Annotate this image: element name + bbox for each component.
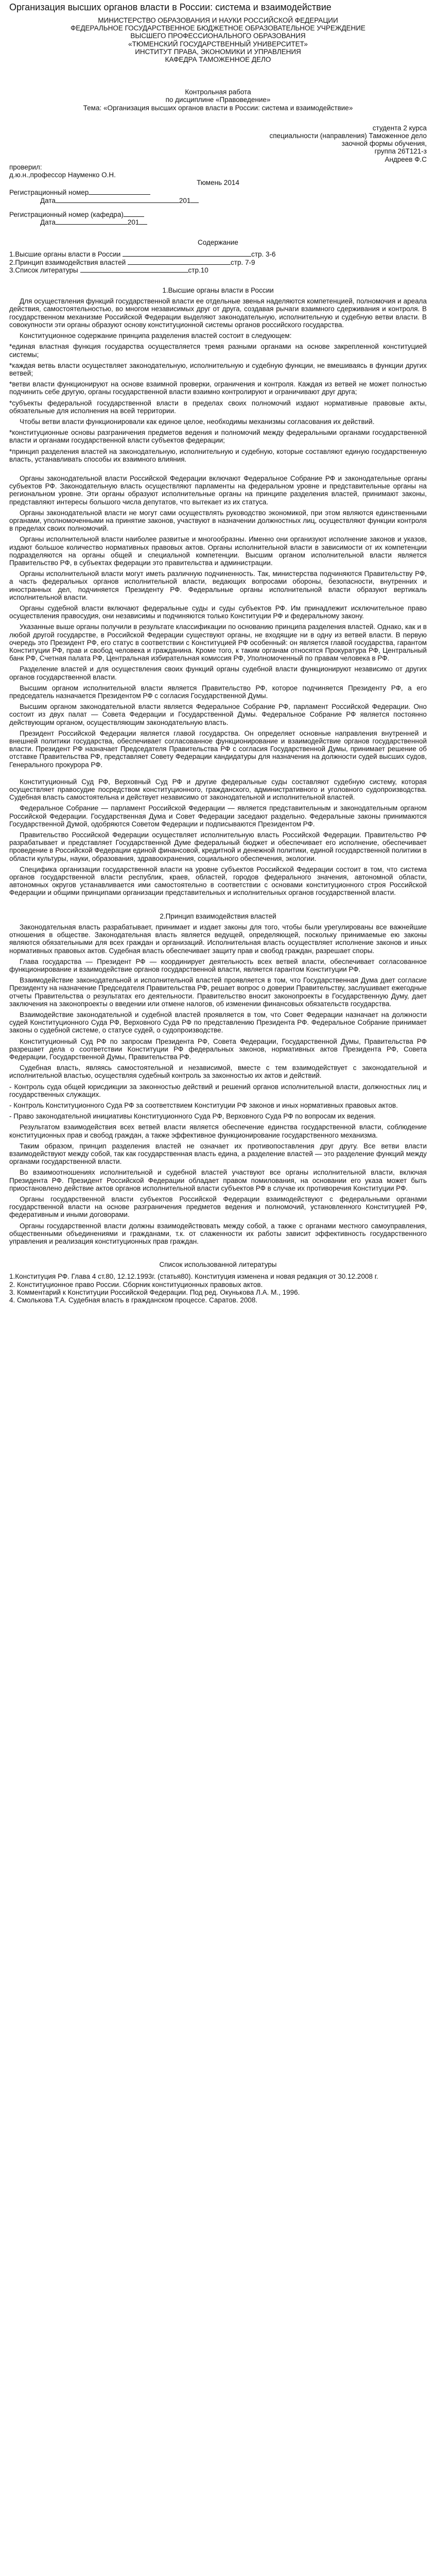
paragraph: Президент Российской Федерации является главой государства. Он определяет основные направления внутренней и внешней политики государства, обеспечивает согласованное функционирование и взаимодействие органов государственной власти. Президент РФ назначает Председателя Правительства РФ с согласия Государственной Думы, принимает решение об отставке Правительства РФ, представляет Совету Федерации кандидатуры для назначения на должности судей высших судов, Генерального прокурора РФ.: [9, 729, 427, 769]
toc-item[interactable]: [9, 259, 427, 266]
document-title: Организация высших органов власти в России: система и взаимодействие: [9, 2, 332, 12]
toc-item-text: 3.Список литературы: [9, 266, 78, 274]
registration-date-label: Дата: [40, 218, 56, 227]
paragraph: *единая властная функция государства осуществляется тремя разными органами на основе закрепленной конституцией системы;: [9, 343, 427, 359]
paragraph: Органы судебной власти включают федеральные суды и суды субъектов РФ. Им принадлежит исключительное право осуществления правосудия, они независимы и подчиняются только Конституции РФ и федеральному закону.: [9, 604, 427, 620]
section-heading: 2.Принцип взаимодействия властей: [160, 912, 276, 920]
checked-by: [9, 163, 427, 179]
paragraph: - Контроль Конституционного Суда РФ за соответствием Конституции РФ законов и иных нормативных правовых актов.: [9, 1101, 398, 1109]
education-level: ВЫСШЕГО ПРОФЕССИОНАЛЬНОГО ОБРАЗОВАНИЯ: [130, 32, 306, 40]
student-info: [9, 124, 427, 163]
paragraph: Конституционное содержание принципа разделения властей состоит в следующем:: [20, 332, 292, 340]
registration-label: Регистрационный номер: [9, 189, 89, 197]
literature-item: 4. Смолькова Т.А. Судебная власть в гражданском процессе. Саратов. 2008.: [9, 1296, 258, 1304]
registration-date-label: Дата: [40, 196, 56, 205]
student-name: Андреев Ф.С: [385, 155, 427, 163]
registration-blank: [89, 194, 150, 195]
paragraph: Чтобы ветви власти функционировали как единое целое, необходимы механизмы согласования их действий.: [20, 417, 375, 426]
toc-item-page: стр. 3-6: [251, 250, 276, 259]
paragraph: Результатом взаимодействия всех ветвей власти является обеспечение единства государственной власти, соблюдение конституционных прав и свобод граждан, а также эффективное функционирование государственного механизма.: [9, 1123, 427, 1139]
paragraph: Глава государства — Президент РФ — координирует деятельность всех ветвей власти, обеспечивает согласованное функционирование и взаимодействие органов государственной власти, является гарантом Конституции РФ.: [9, 957, 427, 973]
registration-year: 201: [127, 218, 139, 227]
registration-block-1: [9, 189, 427, 204]
paragraph: Высшим органом законодательной власти является Федеральное Собрание РФ, парламент Российской Федерации. Оно состоит из двух палат — Совета Федерации и Государственной Думы. Федеральное Собрание РФ является постоянно действующим органом, осуществляющим законодательную власть.: [9, 703, 427, 726]
body-part-1: [9, 474, 427, 769]
paragraph: Таким образом, принцип разделения властей не означает их противопоставления друг другу. Все ветви власти взаимодействуют между собой, так как государственная власть едина, а разделение властей — это разделение функций между органами государственной власти.: [9, 1142, 427, 1166]
registration-year-blank: [139, 224, 147, 225]
city-year: Тюмень 2014: [197, 179, 239, 187]
registration-block-2: [9, 211, 427, 226]
registration-date-blank: [56, 224, 128, 225]
paragraph: Конституционный Суд РФ по запросам Президента РФ, Совета Федерации, Государственной Думы, Правительства РФ разрешает дела о соответствии Конституции РФ федеральных законов, нормативных актов Президента РФ, Совета Федерации, Государственной Думы, Правительства РФ.: [9, 1037, 427, 1061]
student-specialty: специальности (направления) Таможенное дело: [269, 132, 427, 140]
paragraph: *ветви власти функционируют на основе взаимной проверки, ограничения и контроля. Каждая из ветвей не может полностью подчинить себе другую, органы государственной власти взаимно контролируют и ограничивают друг друга;: [9, 380, 427, 396]
registration-year-blank: [190, 202, 199, 203]
toc-item-page: стр. 7-9: [231, 258, 255, 266]
paragraph: Органы исполнительной власти наиболее развитые и многообразны. Именно они организуют исполнение законов и указов, издают большое количество нормативных правовых актов. Органы исполнительной власти в зависимости от их компетенции подразделяются на органы общей и специальной компетенции. Высшим органом исполнительной власти является Правительство РФ, в субъектах федерации это правительства и администрации.: [9, 535, 427, 567]
student-group: группа 26Т121-з: [374, 147, 427, 156]
paragraph: Указанные выше органы получили в результате классификации по основанию принципа разделения властей. Однако, как и в любой другой государстве, в Российской Федерации существуют органы, не входящие ни в одну из ветвей власти. В первую очередь это Президент РФ, его статус в соответствии с Конституцией РФ особенный: он является главой государства, гарантом Конституции РФ, прав и свобод человека и гражданина. Кроме того, к таким органам относятся Прокуратура РФ, Центральный банк РФ, Счетная палата РФ, Центральная избирательная комиссия РФ, Уполномоченный по правам человека в РФ.: [9, 623, 427, 663]
toc-item[interactable]: [9, 250, 427, 258]
paragraph: Взаимодействие законодательной и судебной властей проявляется в том, что Совет Федерации назначает на должности судей Конституционного Суда РФ, Верховного Суда РФ по представлению Президента РФ. Федеральное Собрание принимает законы о судебной системе, о статусе судей, о судопроизводстве.: [9, 1010, 427, 1035]
literature-item: 1.Конституция РФ. Глава 4 ст.80, 12.12.1993г. (статья80). Конституция изменена и новая редакция от 30.12.2008 г.: [9, 1273, 378, 1281]
ministry-name: МИНИСТЕРСТВО ОБРАЗОВАНИЯ И НАУКИ РОССИЙСКОЙ ФЕДЕРАЦИИ: [98, 16, 338, 24]
paragraph: Федеральное Собрание — парламент Российской Федерации — является представительным и законодательным органом Российской Федерации. Государственная Дума и Совет Федерации заседают раздельно. Федеральные законы принимаются Государственной Думой, одобряются Советом Федерации и подписываются Президентом РФ.: [9, 804, 427, 828]
paragraph: - Контроль суда общей юрисдикции за законностью действий и решений органов исполнительной власти, должностных лиц и государственных служащих.: [9, 1082, 427, 1098]
checked-label: проверил:: [9, 163, 42, 171]
toc-item-page: стр.10: [188, 266, 208, 274]
registration-label: Регистрационный номер (кафедра): [9, 210, 124, 218]
document-page: [5, 0, 431, 1304]
student-course: студента 2 курса: [372, 124, 427, 132]
literature-list: [9, 1261, 427, 1304]
paragraph: Конституционный Суд РФ, Верховный Суд РФ и другие федеральные суды составляют судебную систему, которая осуществляет правосудие посредством конституционного, гражданского, административного и уголовного судопроизводства. Судебная власть самостоятельна и действует независимо от законодательной и исполнительной властей.: [9, 777, 427, 802]
paragraph: Органы законодательной власти не могут сами осуществлять руководство экономикой, при этом являются единственными органами, уполномоченными на принятие законов, участвуют в назначении должностных лиц, осуществляют функции контроля в пределах своих полномочий.: [9, 509, 427, 533]
university-name: «ТЮМЕНСКИЙ ГОСУДАРСТВЕННЫЙ УНИВЕРСИТЕТ»: [128, 40, 308, 48]
paragraph: Органы государственной власти субъектов Российской Федерации взаимодействуют с федеральными органами государственной власти на основе разграничения предметов ведения и полномочий, установленного Конституцией РФ, федеративным и иными договорами.: [9, 1195, 427, 1219]
work-type: Контрольная работа: [185, 88, 251, 96]
paragraph: *субъекты федеральной государственной власти в пределах своих полномочий издают нормативные правовые акты, обязательные для исполнения на всей территории.: [9, 399, 427, 415]
body-part-2: [9, 778, 427, 897]
paragraph: Законодательная власть разрабатывает, принимает и издает законы для того, чтобы были урегулированы все важнейшие отношения в обществе. Законодательная власть является ведущей, определяющей, поскольку принимаемые ею законы являются обязательными для всех граждан и организаций. Исполнительная власть осуществляет исполнение законов и иных нормативных правовых актов. Судебная власть обеспечивает защиту прав и свобод граждан, разрешает споры.: [9, 923, 427, 955]
literature-heading: Список использованной литературы: [159, 1261, 277, 1269]
paragraph: Высшим органом исполнительной власти является Правительство РФ, которое подчиняется Президенту РФ, а его председатель назначается Президентом РФ с согласия Государственной Думы.: [9, 684, 427, 700]
literature-item: 2. Конституционное право России. Сборник конституционных правовых актов.: [9, 1280, 263, 1289]
work-topic: Тема: «Организация высших органов власти в России: система и взаимодействие»: [83, 104, 353, 112]
registration-year: 201: [179, 196, 191, 205]
table-of-contents: [9, 239, 427, 274]
paragraph: - Право законодательной инициативы Конституционного Суда РФ, Верховного Суда РФ по вопросам их ведения.: [9, 1112, 376, 1121]
paragraph: *принцип разделения властей на законодательную, исполнительную и судебную, которые составляют единую государственную власть, устанавливать способы их взаимного влияния.: [9, 447, 427, 463]
toc-item[interactable]: [9, 266, 427, 274]
work-info: [9, 88, 427, 112]
registration-blank: [124, 216, 144, 217]
paragraph: Во взаимоотношениях исполнительной и судебной властей участвуют все органы исполнительной власти, включая Президента РФ. Президент Российской Федерации обладает правом помилования, на основании его указа может быть приостановлено действие актов органов исполнительной власти субъектов РФ в случае их противоречия Конституции РФ.: [9, 1168, 427, 1192]
paragraph: Разделение властей и для осуществления своих функций органы судебной власти функционируют независимо от других органов государственной власти.: [9, 665, 427, 681]
paragraph: Органы законодательной власти Российской Федерации включают Федеральное Собрание РФ и законодательные органы субъектов РФ. Законодательную власть осуществляют парламенты на федеральном уровне и представительные органы на региональном уровне. Эти органы образуют исполнительные органы на принципе разделения властей, принимают законы, представляют интересы большого числа депутатов, что вытекает из их статуса.: [9, 474, 427, 506]
paragraph: Органы исполнительной власти могут иметь различную подчиненность. Так, министерства подчиняются Правительству РФ, а часть федеральных органов исполнительной власти, ведающих вопросами обороны, безопасности, внутренних и иностранных дел, подчиняется Президенту РФ. Федеральные органы исполнительной власти образуют вертикаль исполнительной власти.: [9, 570, 427, 601]
paragraph: *конституционные основы разграничения предметов ведения и полномочий между федеральными органами государственной власти и органами государственной власти субъектов федерации;: [9, 429, 427, 445]
department-name: КАФЕДРА ТАМОЖЕННОЕ ДЕЛО: [165, 56, 271, 64]
registration-date-blank: [56, 202, 179, 203]
paragraph: *каждая ветвь власти осуществляет законодательную, исполнительную и судебную функции, не вмешиваясь в функции других ветвей;: [9, 361, 427, 377]
toc-heading: Содержание: [198, 239, 238, 247]
toc-item-text: 1.Высшие органы власти в России: [9, 250, 121, 259]
paragraph: Судебная власть, являясь самостоятельной и независимой, вместе с тем взаимодействует с законодательной и исполнительной властью, осуществляя судебный контроль за законностью их актов и действий.: [9, 1064, 427, 1080]
paragraph: Взаимодействие законодательной и исполнительной властей проявляется в том, что Государственная Дума дает согласие Президенту на назначение Председателя Правительства РФ, решает вопрос о доверии Правительству, заслушивает ежегодные отчеты Правительства о результатах его деятельности. Правительство вносит законопроекты в Государственную Думу, дает заключения на законопроекты о введении или отмене налогов, об изменении финансовых обязательств государства.: [9, 976, 427, 1008]
student-form: заочной формы обучения,: [341, 140, 427, 148]
toc-leader: [80, 272, 188, 273]
teacher-name: д.ю.н.,профессор Науменко О.Н.: [9, 171, 116, 179]
section-heading: 1.Высшие органы власти в России: [162, 286, 274, 295]
section-2: [9, 912, 427, 1246]
institute-name: ИНСТИТУТ ПРАВА, ЭКОНОМИКИ И УПРАВЛЕНИЯ: [135, 47, 301, 56]
paragraph: Органы государственной власти должны взаимодействовать между собой, а также с органами местного самоуправления, общественными объединениями и гражданами, т.к. от слаженности их работы зависит эффективность государственного управления и реализация конституционных прав граждан.: [9, 1222, 427, 1245]
work-discipline: по дисциплине «Правоведение»: [165, 96, 271, 104]
paragraph: Правительство Российской Федерации осуществляет исполнительную власть Российской Федерации. Правительство РФ разрабатывает и представляет Государственной Думе федеральный бюджет и обеспечивает его исполнение, обеспечивает проведение в Российской Федерации единой финансовой, кредитной и денежной политики, единой государственной политики в области культуры, науки, образования, здравоохранения, социального обеспечения, экологии.: [9, 831, 427, 862]
paragraph: Специфика организации государственной власти на уровне субъектов Российской Федерации состоит в том, что система органов государственной власти республик, краев, областей, городов федерального значения, автономной области, автономных округов устанавливается ими самостоятельно в соответствии с основами конституционного строя Российской Федерации и общими принципами организации представительных и исполнительных органов государственной власти.: [9, 865, 427, 897]
toc-item-text: 2.Принцип взаимодействия властей: [9, 258, 126, 266]
institution-type: ФЕДЕРАЛЬНОЕ ГОСУДАРСТВЕННОЕ БЮДЖЕТНОЕ ОБРАЗОВАТЕЛЬНОЕ УЧРЕЖДЕНИЕ: [71, 24, 365, 32]
paragraph: Для осуществления функций государственной власти ее отдельные звенья наделяются компетенцией, полномочия и ареала действия, самостоятельностью, во многом независимых друг от друга, создавая рычаги взаимного сдерживания и контроля. В государственном механизме Российской Федерации выделяют законодательную, исполнительную и судебную ветви власти. В совокупности эти органы образуют основу конституционной системы органов российского государства.: [9, 297, 427, 329]
toc-leader: [123, 256, 251, 257]
section-1: [9, 286, 427, 463]
toc-leader: [128, 264, 231, 265]
literature-item: 3. Комментарий к Конституции Российской Федерации. Под ред. Окунькова Л.А. М., 1996.: [9, 1288, 300, 1296]
title-header: [9, 16, 427, 63]
